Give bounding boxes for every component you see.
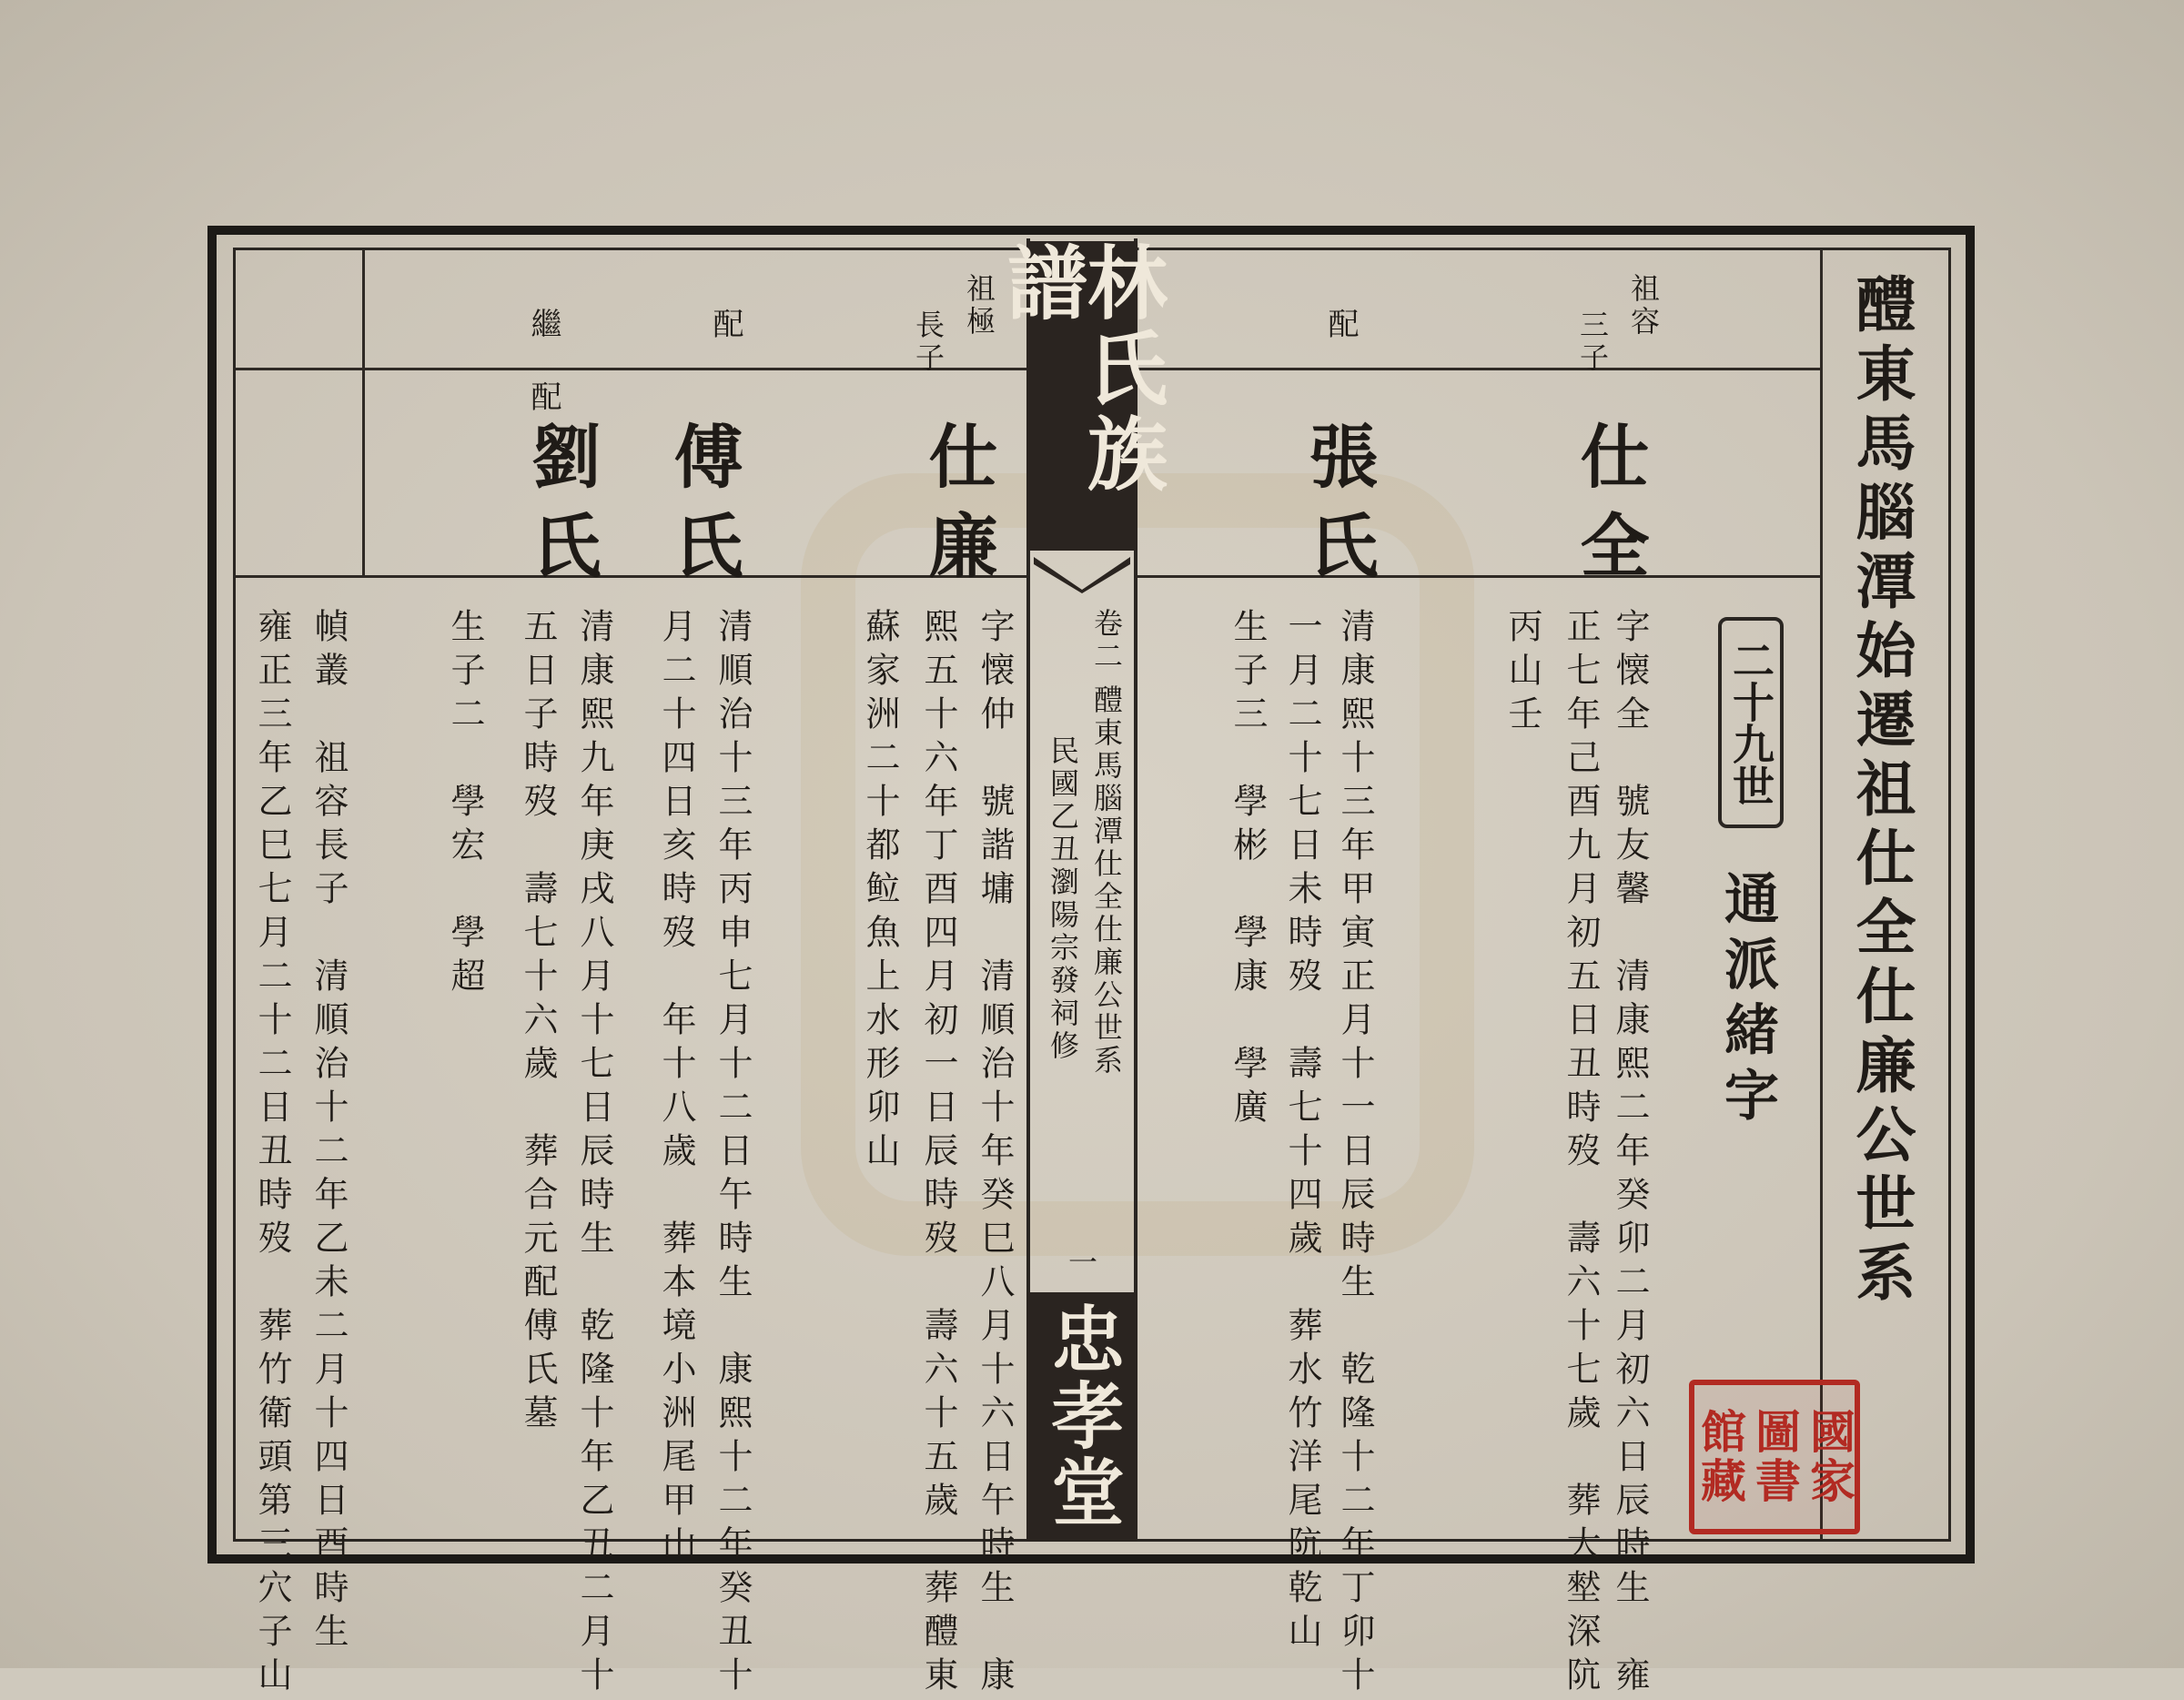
relation-line-1: 祖容 <box>1626 273 1661 339</box>
generation-label: 二十九世 <box>1726 639 1775 806</box>
spouse-bio-line: 清康熙十三年甲寅正月十一日辰時生 乾隆十二年丁卯十 <box>1335 608 1375 1700</box>
spouse-bio-line: 一月二十七日未時歿 壽七十四歲 葬水竹洋尾阬乾山 <box>1282 608 1322 1656</box>
title-column-divider <box>1820 250 1823 1539</box>
page-number: 一 <box>1064 1247 1098 1280</box>
note-line: 雍正三年乙巳七月二十二日丑時歿 葬竹衛頭第三穴子山 <box>252 608 292 1700</box>
person-name: 仕廉 <box>917 420 998 599</box>
bio-line: 蘇家洲二十都䲞魚上水形卯山 <box>860 608 900 1176</box>
lineage-label: 醴東馬腦潭仕全仕廉公世系 <box>1089 684 1124 1078</box>
volume-label: 卷二 <box>1089 608 1124 673</box>
relation-line-2: 三子 <box>1575 309 1610 375</box>
spouse-label: 配 <box>1322 308 1359 344</box>
spouse-name: 劉氏 <box>521 420 602 599</box>
edition-label: 民國乙丑瀏陽宗發祠修 <box>1046 735 1080 1063</box>
spouse-name: 傅氏 <box>662 420 743 599</box>
generation-subtitle: 通派緒字 <box>1715 870 1779 1132</box>
hall-name: 忠孝堂 <box>1039 1301 1125 1531</box>
fishtail-mark <box>1034 557 1130 593</box>
bio-line: 字懐仲 號諧墉 清順治十年癸巳八月十六日午時生 康 <box>975 608 1015 1700</box>
hall-name-block <box>1026 1292 1138 1542</box>
book-title-block <box>995 241 1169 551</box>
spouse-name: 張氏 <box>1298 420 1379 599</box>
bio-line: 丙山壬 <box>1502 608 1542 739</box>
library-seal <box>1689 1380 1860 1534</box>
note-line: 幀叢 祖容長子 清順治十二年乙未二月十四日酉時生 <box>308 608 349 1656</box>
spouse-bio-line: 月二十四日亥時歿 年十八歲 葬本境小洲尾甲山 <box>656 608 696 1569</box>
bio-line: 熙五十六年丁酉四月初一日辰時歿 壽六十五歲 葬醴東 <box>918 608 958 1700</box>
bio-line: 正七年己酉九月初五日丑時歿 壽六十七歲 葬大㙬深阬 <box>1561 608 1601 1700</box>
spouse-bio-line: 生子二 學宏 學超 <box>445 608 485 1001</box>
spouse-bio-line: 清順治十三年丙申七月十二日午時生 康熙十二年癸丑十 <box>713 608 753 1700</box>
cell-divider <box>362 250 365 578</box>
spouse-bio-line: 生子三 學彬 學康 學廣 <box>1228 608 1268 1132</box>
book-title: 林氏族譜 <box>995 241 1169 498</box>
spouse-label: 繼 配 <box>525 308 561 417</box>
relation-line-1: 祖極 <box>962 273 996 339</box>
relation-line-2: 長子 <box>911 309 945 375</box>
row-divider <box>236 368 1026 370</box>
generation-box <box>1718 617 1784 828</box>
spouse-label: 配 <box>707 308 743 344</box>
spouse-bio-line: 清康熙九年庚戌八月十七日辰時生 乾隆十年乙丑二月十 <box>574 608 614 1700</box>
person-name: 仕全 <box>1569 420 1650 599</box>
seal-char: 國家圖書館藏 <box>1694 1408 1856 1506</box>
row-divider <box>236 575 1026 578</box>
row-divider <box>1138 368 1820 370</box>
spouse-bio-line: 五日子時歿 壽七十六歲 葬合元配傅氏墓 <box>518 608 558 1438</box>
main-title: 醴東馬腦潭始遷祖仕全仕廉公世系 <box>1845 273 1916 1310</box>
bio-line: 字懐全 號友馨 清康熙二年癸卯二月初六日辰時生 雍 <box>1610 608 1650 1700</box>
row-divider <box>1138 575 1820 578</box>
